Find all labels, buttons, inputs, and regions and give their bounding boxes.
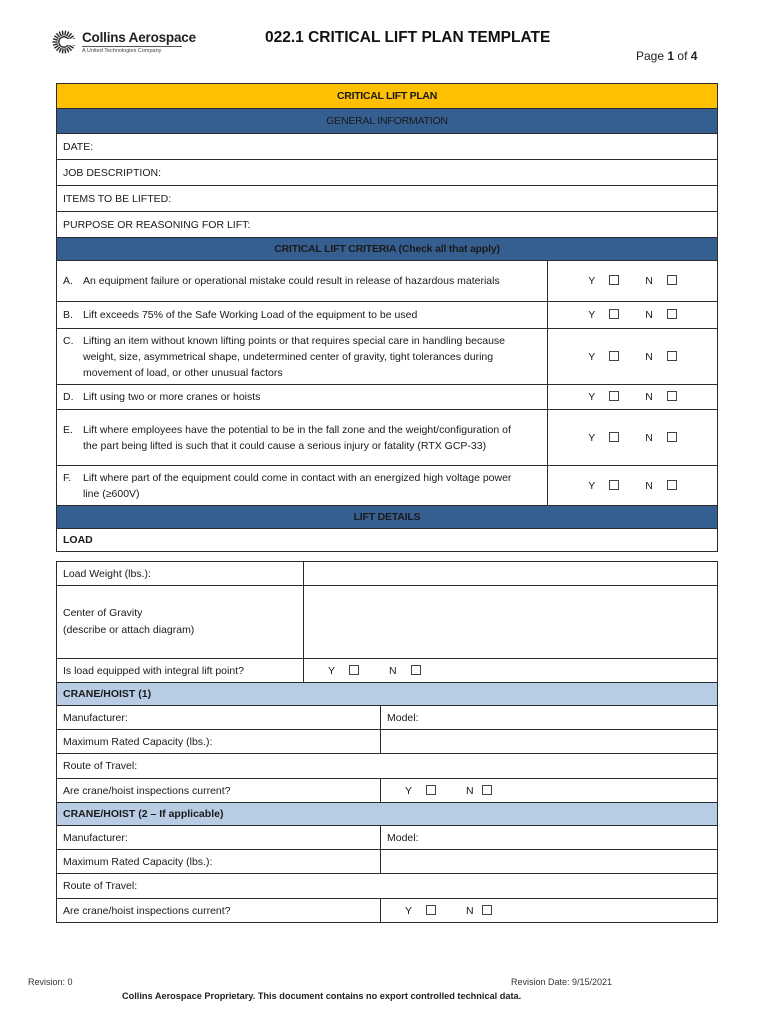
no-checkbox[interactable] xyxy=(411,665,421,675)
logo-ray xyxy=(53,39,58,40)
capacity-label: Maximum Rated Capacity (lbs.): xyxy=(57,850,381,874)
crane-hoist-1-table xyxy=(56,682,718,803)
job-description-label: JOB DESCRIPTION: xyxy=(63,166,162,179)
page-current: 1 xyxy=(667,49,675,63)
no-label: N xyxy=(645,479,653,492)
yes-checkbox[interactable] xyxy=(426,905,436,915)
logo-ray xyxy=(69,36,73,39)
criteria-text: Lift where employees have the potential to be in the fall zone and the weight/configuration of the part being lifted is such that it could cause a serious injury or fatality (RTX GCP-33) xyxy=(83,423,511,452)
logo-rule xyxy=(82,46,182,47)
model-field[interactable] xyxy=(381,826,718,850)
logo-name: Collins Aerospace xyxy=(82,30,196,45)
crane-hoist-2-heading: CRANE/HOIST (2 – If applicable) xyxy=(57,803,718,826)
criteria-row-e xyxy=(57,410,718,466)
center-of-gravity-row xyxy=(57,586,718,659)
yes-no-cell xyxy=(548,302,718,329)
crane-hoist-1-header xyxy=(57,683,718,706)
criteria-letter: E. xyxy=(63,423,73,436)
criteria-text: Lift using two or more cranes or hoists xyxy=(83,391,261,403)
revision-date: Revision Date: 9/15/2021 xyxy=(511,977,613,987)
manufacturer-model-row xyxy=(57,706,718,730)
center-of-gravity-input[interactable] xyxy=(304,586,718,659)
date-label: DATE: xyxy=(63,140,94,153)
no-checkbox[interactable] xyxy=(667,309,677,319)
yes-checkbox[interactable] xyxy=(609,391,619,401)
manufacturer-label: Manufacturer: xyxy=(63,711,128,724)
criteria-row-a xyxy=(57,261,718,302)
date-field-row[interactable] xyxy=(57,134,718,160)
criteria-text: Lifting an item without known lifting points or that requires special care in handling because weight, size, asymmetrical shape, undetermined center of gravity, tight tolerances during movement of load, or other unusual factors xyxy=(83,334,505,379)
lift-details-heading: LIFT DETAILS xyxy=(57,506,718,529)
logo-ray xyxy=(54,36,58,39)
criteria-text-cell xyxy=(57,385,548,410)
manufacturer-model-row xyxy=(57,826,718,850)
capacity-input[interactable] xyxy=(381,730,718,754)
yes-label: Y xyxy=(328,664,336,677)
no-label: N xyxy=(645,391,653,403)
criteria-text-cell xyxy=(57,302,548,329)
integral-lift-point-row xyxy=(57,659,718,683)
yes-checkbox[interactable] xyxy=(609,351,619,361)
yes-no-cell xyxy=(381,779,718,803)
yes-label: Y xyxy=(588,479,596,492)
banner-title: CRITICAL LIFT PLAN xyxy=(57,84,718,109)
no-checkbox[interactable] xyxy=(667,391,677,401)
logo-ray xyxy=(53,44,58,45)
no-checkbox[interactable] xyxy=(667,275,677,285)
logo-ray xyxy=(59,32,61,37)
logo-ray xyxy=(62,31,63,36)
criteria-heading: CRITICAL LIFT CRITERIA (Check all that apply) xyxy=(57,238,718,261)
yes-label: Y xyxy=(588,431,596,444)
logo-ray xyxy=(56,47,59,51)
route-label: Route of Travel: xyxy=(63,760,138,772)
logo-ray xyxy=(62,48,63,53)
logo-ray xyxy=(65,48,66,53)
criteria-row-b xyxy=(57,302,718,329)
model-label: Model: xyxy=(387,711,419,724)
criteria-text-cell xyxy=(57,410,548,466)
logo-ray xyxy=(68,33,71,37)
logo-ray xyxy=(54,46,58,49)
logo-ray xyxy=(67,32,69,37)
load-heading: LOAD xyxy=(57,529,718,552)
route-label: Route of Travel: xyxy=(63,880,138,892)
company-logo xyxy=(50,28,196,58)
criteria-letter: C. xyxy=(63,334,74,347)
no-label: N xyxy=(645,431,653,444)
items-to-be-lifted-field-row[interactable] xyxy=(57,186,718,212)
criteria-text-cell xyxy=(57,329,548,385)
route-field[interactable] xyxy=(57,754,718,779)
job-description-field-row[interactable] xyxy=(57,160,718,186)
route-row xyxy=(57,874,718,899)
yes-no-cell xyxy=(548,466,718,506)
items-to-be-lifted-field[interactable] xyxy=(57,186,718,212)
no-label: N xyxy=(389,664,397,677)
no-checkbox[interactable] xyxy=(482,785,492,795)
route-field[interactable] xyxy=(57,874,718,899)
yes-no-cell xyxy=(548,261,718,302)
critical-lift-plan-banner xyxy=(57,84,718,109)
job-description-field[interactable] xyxy=(57,160,718,186)
yes-label: Y xyxy=(588,391,596,403)
yes-no-cell xyxy=(304,659,718,683)
critical-lift-form-top xyxy=(56,83,718,552)
criteria-letter: B. xyxy=(63,309,73,321)
page-indicator xyxy=(636,49,697,63)
load-weight-label: Load Weight (lbs.): xyxy=(57,562,304,586)
inspections-row xyxy=(57,779,718,803)
yes-label: Y xyxy=(405,784,413,797)
yes-checkbox[interactable] xyxy=(609,275,619,285)
criteria-text: An equipment failure or operational mistake could result in release of hazardous materials xyxy=(83,275,500,287)
criteria-row-d xyxy=(57,385,718,410)
page-separator: of xyxy=(677,49,688,63)
page-prefix: Page xyxy=(636,49,665,63)
logo-tagline: A United Technologies Company xyxy=(82,48,162,54)
model-field[interactable] xyxy=(381,706,718,730)
capacity-input[interactable] xyxy=(381,850,718,874)
inspections-row xyxy=(57,899,718,923)
no-checkbox[interactable] xyxy=(667,351,677,361)
no-label: N xyxy=(645,309,653,321)
proprietary-notice: Collins Aerospace Proprietary. This document contains no export controlled technical data. xyxy=(122,991,522,1001)
criteria-text-cell xyxy=(57,261,548,302)
document-title: 022.1 CRITICAL LIFT PLAN TEMPLATE xyxy=(265,29,551,46)
capacity-label: Maximum Rated Capacity (lbs.): xyxy=(57,730,381,754)
route-row xyxy=(57,754,718,779)
yes-label: Y xyxy=(405,904,413,917)
yes-checkbox[interactable] xyxy=(426,785,436,795)
load-section-header xyxy=(57,529,718,552)
inspections-label: Are crane/hoist inspections current? xyxy=(57,779,381,803)
criteria-letter: D. xyxy=(63,391,74,403)
revision-number: Revision: 0 xyxy=(28,977,73,987)
general-information-heading: GENERAL INFORMATION xyxy=(57,109,718,134)
yes-no-cell xyxy=(548,329,718,385)
purpose-field[interactable] xyxy=(57,212,718,238)
no-checkbox[interactable] xyxy=(482,905,492,915)
capacity-row xyxy=(57,730,718,754)
manufacturer-field[interactable] xyxy=(57,826,381,850)
logo-ray xyxy=(59,48,61,53)
criteria-letter: F. xyxy=(63,471,72,484)
criteria-letter: A. xyxy=(63,275,73,287)
crane-hoist-2-table xyxy=(56,802,718,923)
logo-ray xyxy=(65,31,66,36)
criteria-text: Lift where part of the equipment could come in contact with an energized high voltage power line (≥600V) xyxy=(83,471,512,500)
inspections-label: Are crane/hoist inspections current? xyxy=(57,899,381,923)
no-label: N xyxy=(466,904,474,917)
cog-label-line1: Center of Gravity xyxy=(63,607,143,619)
yes-checkbox[interactable] xyxy=(609,480,619,490)
items-to-be-lifted-label: ITEMS TO BE LIFTED: xyxy=(63,192,172,205)
logo-ray xyxy=(56,33,59,37)
yes-checkbox[interactable] xyxy=(609,432,619,442)
yes-checkbox[interactable] xyxy=(349,665,359,675)
yes-no-cell xyxy=(548,385,718,410)
criteria-text: Lift exceeds 75% of the Safe Working Load of the equipment to be used xyxy=(83,309,418,321)
no-label: N xyxy=(466,784,474,797)
logo-ray xyxy=(68,47,71,51)
criteria-row-c xyxy=(57,329,718,385)
yes-label: Y xyxy=(588,350,596,363)
capacity-row xyxy=(57,850,718,874)
purpose-field-row[interactable] xyxy=(57,212,718,238)
model-label: Model: xyxy=(387,831,419,844)
no-checkbox[interactable] xyxy=(667,480,677,490)
manufacturer-label: Manufacturer: xyxy=(63,831,128,844)
load-details-table xyxy=(56,561,718,683)
crane-hoist-1-heading: CRANE/HOIST (1) xyxy=(57,683,718,706)
criteria-row-f xyxy=(57,466,718,506)
yes-checkbox[interactable] xyxy=(609,309,619,319)
yes-no-cell xyxy=(381,899,718,923)
manufacturer-field[interactable] xyxy=(57,706,381,730)
purpose-label: PURPOSE OR REASONING FOR LIFT: xyxy=(63,218,251,231)
no-label: N xyxy=(645,350,653,363)
logo-ray xyxy=(67,48,69,53)
criteria-text-cell xyxy=(57,466,548,506)
integral-lift-point-label: Is load equipped with integral lift point? xyxy=(57,659,304,683)
general-information-banner xyxy=(57,109,718,134)
no-checkbox[interactable] xyxy=(667,432,677,442)
date-field[interactable] xyxy=(57,134,718,160)
no-label: N xyxy=(645,275,653,287)
yes-label: Y xyxy=(588,275,596,287)
logo-ray xyxy=(69,46,73,49)
cog-label-line2: (describe or attach diagram) xyxy=(63,624,195,636)
lift-details-banner xyxy=(57,506,718,529)
yes-label: Y xyxy=(588,309,596,321)
collins-sunburst-logo-icon xyxy=(52,30,76,54)
criteria-banner xyxy=(57,238,718,261)
yes-no-cell xyxy=(548,410,718,466)
center-of-gravity-label xyxy=(57,586,304,659)
load-weight-row xyxy=(57,562,718,586)
page-total: 4 xyxy=(690,49,698,63)
crane-hoist-2-header xyxy=(57,803,718,826)
load-weight-input[interactable] xyxy=(304,562,718,586)
